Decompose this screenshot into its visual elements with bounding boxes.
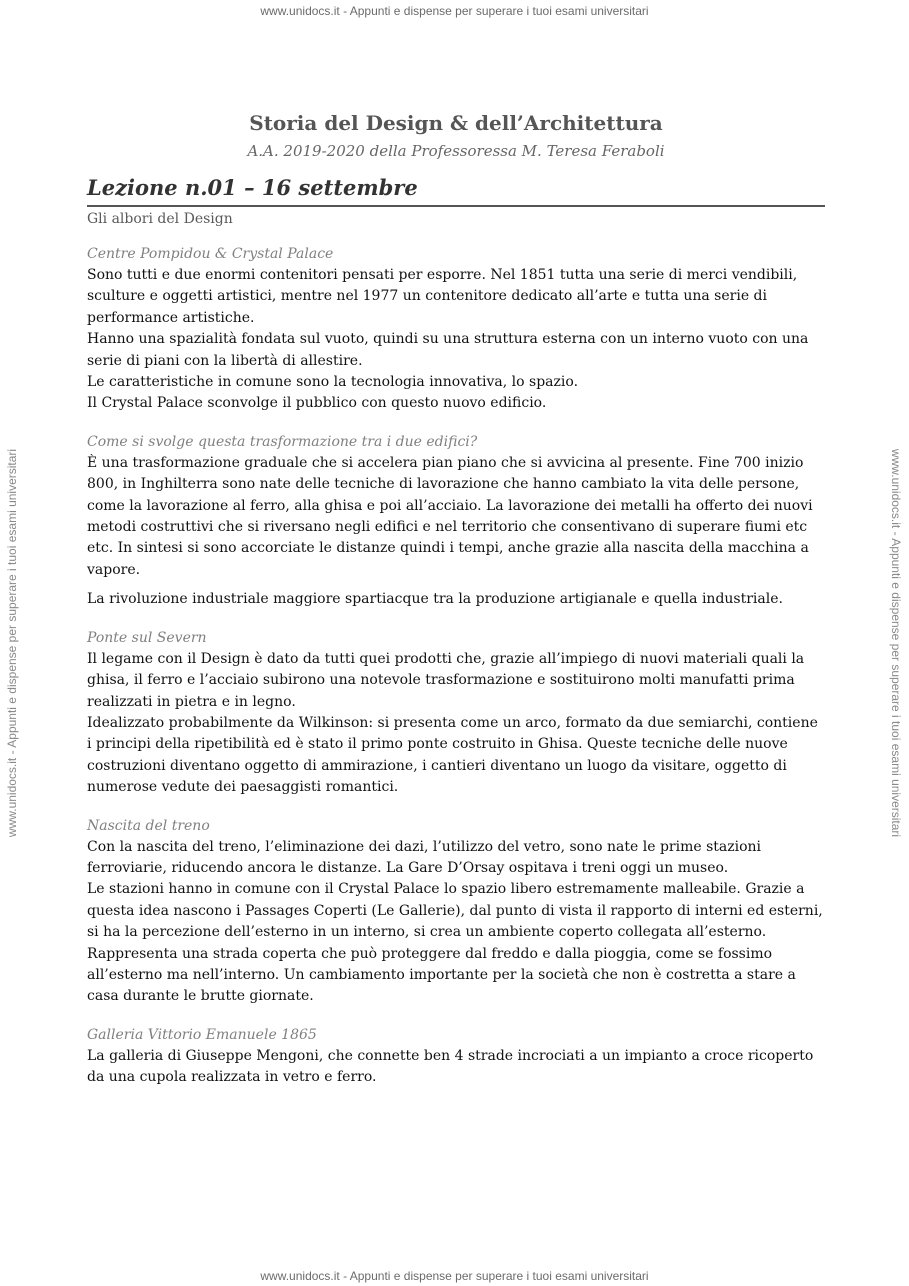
watermark-header: www.unidocs.it - Appunti e dispense per superare i tuoi esami universitari: [260, 4, 649, 18]
lesson-title: Lezione n.01 – 16 settembre: [87, 173, 825, 207]
document-title: Storia del Design & dell’Architettura: [249, 111, 663, 135]
paragraph: Il legame con il Design è dato da tutti quei prodotti che, grazie all’impiego di nuovi materiali quali la ghisa, il ferro e l’acciaio subirono una notevole trasformazione e sostituirono molti manufatti prima realizzati in pietra e in legno.: [87, 650, 805, 710]
document-page: [87, 107, 825, 1105]
watermark-left: www.unidocs.it - Appunti e dispense per superare i tuoi esami universitari: [5, 448, 19, 838]
paragraph: La galleria di Giuseppe Mengoni, che connette ben 4 strade incrociati a un impianto a croce ricoperto da una cupola realizzata in vetro e ferro.: [87, 1047, 814, 1086]
section-pompidou-crystal-palace: [87, 243, 825, 415]
paragraph: Con la nascita del treno, l’eliminazione dei dazi, l’utilizzo del vetro, sono nate le prime stazioni ferroviarie, riducendo ancora le distanze. La Gare D’Orsay ospitava i treni oggi un museo.: [87, 838, 762, 876]
section-heading: Ponte sul Severn: [87, 629, 207, 646]
paragraph: Sono tutti e due enormi contenitori pensati per esporre. Nel 1851 tutta una serie di merci vendibili, sculture e oggetti artistici, mentre nel 1977 un contenitore dedicato all’arte e tutta una serie di performance artistiche.: [87, 267, 798, 326]
paragraph: Le stazioni hanno in comune con il Crystal Palace lo spazio libero estremamente malleabile. Grazie a questa idea nascono i Passages Coperti (Le Gallerie), dal punto di vista il rapporto di interni ed esterni, si ha la percezione dell’esterno in un interno, si crea un ambiente coperto collegata all’esterno. Rappresenta una strada coperta che può proteggere dal freddo e dalla pioggia, come se fossimo all’esterno ma nell’interno. Un cambiamento importante per la società che non è costretta a stare a casa durante le brutte giornate.: [87, 881, 823, 1005]
section-heading: Nascita del treno: [87, 817, 210, 834]
paragraph: Idealizzato probabilmente da Wilkinson: si presenta come un arco, formato da due semiarchi, contiene i principi della ripetibilità ed è stato il primo ponte costruito in Ghisa. Queste tecniche delle nuove costruzioni diventano oggetto di ammirazione, i cantieri diventano un luogo da visitare, oggetto di numerose vedute dei paesaggisti romantici.: [87, 714, 818, 796]
paragraph: Hanno una spazialità fondata sul vuoto, quindi su una struttura esterna con un interno vuoto con una serie di piani con la libertà di allestire.: [87, 331, 809, 369]
section-heading: Centre Pompidou & Crystal Palace: [87, 246, 334, 262]
section-heading: Come si svolge questa trasformazione tra i due edifici?: [87, 433, 478, 450]
paragraph: È una trasformazione graduale che si accelera pian piano che si avvicina al presente. Fine 700 inizio 800, in Inghilterra sono nate delle tecniche di lavorazione che hanno cambiato la vita delle persone, come la lavorazione al ferro, alla ghisa e poi all’acciaio. La lavorazione dei metalli ha offerto dei nuovi metodi costruttivi che si riversano negli edifici e nel territorio che consentivano di superare fiumi etc etc. In sintesi si sono accorciate le distanze quindi i tempi, anche grazie alla nascita della macchina a vapore.: [87, 454, 813, 578]
lesson-subtitle: Gli albori del Design: [87, 211, 233, 227]
watermark-footer: www.unidocs.it - Appunti e dispense per superare i tuoi esami universitari: [260, 1269, 649, 1283]
paragraph-gap: [87, 581, 825, 589]
document-subtitle: A.A. 2019-2020 della Professoressa M. Teresa Feraboli: [247, 142, 665, 160]
paragraph: Le caratteristiche in comune sono la tecnologia innovativa, lo spazio.: [87, 374, 579, 391]
paragraph: Il Crystal Palace sconvolge il pubblico con questo nuovo edificio.: [87, 395, 547, 412]
section-heading: Galleria Vittorio Emanuele 1865: [87, 1026, 317, 1043]
section-nascita-treno: [87, 815, 825, 1008]
watermark-right: www.unidocs.it - Appunti e dispense per superare i tuoi esami universitari: [889, 448, 903, 838]
section-trasformazione: [87, 431, 825, 611]
paragraph: La rivoluzione industriale maggiore spartiacque tra la produzione artigianale e quella industriale.: [87, 591, 783, 608]
section-ponte-severn: [87, 627, 825, 799]
section-galleria-vittorio-emanuele: [87, 1024, 825, 1089]
